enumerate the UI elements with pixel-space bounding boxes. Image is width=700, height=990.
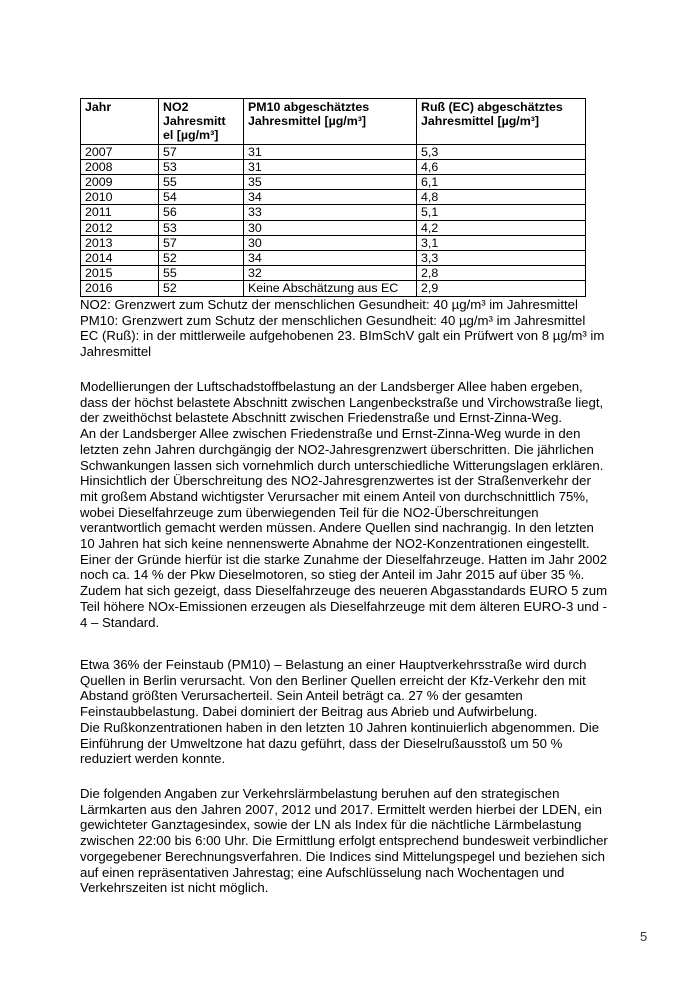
table-row <box>81 220 586 235</box>
paragraph-line: wobei Dieselfahrzeuge zum überwiegenden Teil für die NO2-Überschreitungen <box>80 504 539 520</box>
header-ec <box>417 99 586 145</box>
note-no2: NO2: Grenzwert zum Schutz der menschlichen Gesundheit: 40 µg/m³ im Jahresmittel <box>80 297 578 312</box>
table-cell: 3,3 <box>417 251 586 266</box>
paragraph-line: auf einen repräsentativen Jahrestag; eine Aufschlüsselung nach Wochentagen und <box>80 864 565 880</box>
table-cell: 33 <box>244 205 417 220</box>
paragraph-line: 4 – Standard. <box>80 614 160 630</box>
table-cell: 4,2 <box>417 220 586 235</box>
table-cell: 2014 <box>81 251 159 266</box>
paragraph-noise <box>80 786 640 896</box>
paragraph-line: Einführung der Umweltzone hat dazu geführt, dass der Dieselrußausstoß um 50 % <box>80 735 563 751</box>
note-ec: EC (Ruß): in der mittlerweile aufgehobenen 23. BImSchV galt ein Prüfwert von 8 µg/m³ im Jahresmittel <box>80 328 605 360</box>
table-cell: 2008 <box>81 159 159 174</box>
table-cell: 5,3 <box>417 144 586 159</box>
table-cell: 53 <box>159 159 244 174</box>
header-line: Jahresmitt <box>163 114 226 129</box>
table-row <box>81 235 586 250</box>
table-cell: 2012 <box>81 220 159 235</box>
header-line: Ruß (EC) abgeschätztes <box>421 100 563 114</box>
header-line: Jahr <box>85 100 112 114</box>
table-row <box>81 205 586 220</box>
page-number: 5 <box>640 929 648 944</box>
table-cell: 2016 <box>81 281 159 296</box>
table-cell: 53 <box>159 220 244 235</box>
table-cell: 55 <box>159 266 244 281</box>
paragraph-no2-modelling <box>80 379 640 630</box>
limit-notes <box>80 297 640 360</box>
table-cell: 30 <box>244 220 417 235</box>
table-row <box>81 144 586 159</box>
note-pm10: PM10: Grenzwert zum Schutz der menschlichen Gesundheit: 40 µg/m³ im Jahresmittel <box>80 312 586 328</box>
paragraph-line: Die Rußkonzentrationen haben in den letzten 10 Jahren kontinuierlich abgenommen. Die <box>80 719 600 735</box>
table-cell: 31 <box>244 144 417 159</box>
paragraph-line: noch ca. 14 % der Pkw Dieselmotoren, so stieg der Anteil im Jahr 2015 auf über 35 %. <box>80 567 585 583</box>
table-cell: Keine Abschätzung aus EC <box>244 281 417 296</box>
table-row <box>81 159 586 174</box>
table-cell: 2011 <box>81 205 159 220</box>
header-year <box>81 99 159 145</box>
paragraph-line: zwischen 22:00 bis 6:00 Uhr. Die Ermittlung erfolgt entsprechend bundesweit verbindlicher <box>80 833 608 849</box>
paragraph-line: Zudem hat sich gezeigt, dass Dieselfahrzeuge des neueren Abgasstandards EURO 5 zum <box>80 583 608 599</box>
table-row <box>81 266 586 281</box>
table-cell: 2010 <box>81 190 159 205</box>
table-cell: 52 <box>159 251 244 266</box>
paragraph-line: Modellierungen der Luftschadstoffbelastung an der Landsberger Allee haben ergeben, <box>80 379 583 394</box>
header-line: NO2 <box>163 100 189 114</box>
table-row <box>81 190 586 205</box>
paragraph-line: Hinsichtlich der Überschreitung des NO2-Jahresgrenzwertes ist der Straßenverkehr der <box>80 473 591 489</box>
table-cell: 5,1 <box>417 205 586 220</box>
table-cell: 6,1 <box>417 175 586 190</box>
paragraph-line: dass der höchst belastete Abschnitt zwischen Langenbeckstraße und Virchowstraße liegt, <box>80 394 604 410</box>
table-row <box>81 281 586 296</box>
table-cell: 52 <box>159 281 244 296</box>
paragraph-line: Die folgenden Angaben zur Verkehrslärmbelastung beruhen auf den strategischen <box>80 786 560 801</box>
table-cell: 2,9 <box>417 281 586 296</box>
paragraph-line: gewichteter Ganztagesindex, sowie der LN als Index für die nächtliche Lärmbelastung <box>80 817 582 833</box>
paragraph-line: Quellen in Berlin verursacht. Von den Berliner Quellen erreicht der Kfz-Verkehr den mit <box>80 672 586 688</box>
table-cell: 2007 <box>81 144 159 159</box>
emissions-table-container <box>80 98 585 297</box>
table-cell: 54 <box>159 190 244 205</box>
paragraph-line: mit großem Abstand wichtigster Verursacher mit einem Anteil von durchschnittlich 75%, <box>80 488 589 504</box>
header-line: PM10 abgeschätztes <box>248 100 370 114</box>
header-line: el [µg/m³] <box>163 128 219 143</box>
table-cell: 30 <box>244 235 417 250</box>
table-cell: 34 <box>244 251 417 266</box>
paragraph-line: Verkehrszeiten ist nicht möglich. <box>80 880 269 896</box>
table-cell: 57 <box>159 235 244 250</box>
paragraph-line: Etwa 36% der Feinstaub (PM10) – Belastung an einer Hauptverkehrsstraße wird durch <box>80 657 587 672</box>
table-body <box>81 144 586 296</box>
paragraph-line: Teil höhere NOx-Emissionen erzeugen als Dieselfahrzeuge mit dem älteren EURO-3 und - <box>80 598 608 614</box>
table-cell: 2015 <box>81 266 159 281</box>
table-cell: 3,1 <box>417 235 586 250</box>
table-cell: 2013 <box>81 235 159 250</box>
paragraph-line: 10 Jahren hat sich keine nennenswerte Abnahme der NO2-Konzentrationen eingestellt. <box>80 536 590 552</box>
paragraph-line: letzten zehn Jahren durchgängig der NO2-Jahresgrenzwert überschritten. Die jährlichen <box>80 441 594 457</box>
table-cell: 31 <box>244 159 417 174</box>
header-line: Jahresmittel [µg/m³] <box>421 114 539 129</box>
paragraph-line: An der Landsberger Allee zwischen Friedenstraße und Ernst-Zinna-Weg wurde in den <box>80 426 581 442</box>
table-cell: 34 <box>244 190 417 205</box>
paragraph-line: verantwortlich gemacht werden müssen. Andere Quellen sind nachrangig. In den letzten <box>80 520 594 536</box>
table-header-row <box>81 99 586 145</box>
table-cell: 2009 <box>81 175 159 190</box>
emissions-table <box>80 98 586 297</box>
table-cell: 55 <box>159 175 244 190</box>
paragraph-line: Einer der Gründe hierfür ist die starke Zunahme der Dieselfahrzeuge. Hatten im Jahr 2002 <box>80 551 608 567</box>
paragraph-line: reduziert werden konnte. <box>80 751 226 767</box>
table-cell: 32 <box>244 266 417 281</box>
paragraph-line: Abstand größten Verursacherteil. Sein Anteil beträgt ca. 27 % der gesamten <box>80 688 523 704</box>
header-line: Jahresmittel [µg/m³] <box>248 114 366 129</box>
table-cell: 56 <box>159 205 244 220</box>
table-row <box>81 251 586 266</box>
table-cell: 4,8 <box>417 190 586 205</box>
table-row <box>81 175 586 190</box>
table-cell: 57 <box>159 144 244 159</box>
paragraph-line: vorgegebener Berechnungsverfahren. Die Indices sind Mittelungspegel und beziehen sich <box>80 848 605 864</box>
header-no2 <box>159 99 244 145</box>
header-pm10 <box>244 99 417 145</box>
table-cell: 35 <box>244 175 417 190</box>
paragraph-pm10 <box>80 657 640 767</box>
paragraph-line: Feinstaubbelastung. Dabei dominiert der Beitrag aus Abrieb und Aufwirbelung. <box>80 704 538 720</box>
paragraph-line: Schwankungen lassen sich vornehmlich durch unterschiedliche Witterungslagen erklären. <box>80 457 604 473</box>
table-cell: 2,8 <box>417 266 586 281</box>
paragraph-line: der zweithöchst belastete Abschnitt zwischen Friedenstraße und Ernst-Zinna-Weg. <box>80 410 563 426</box>
paragraph-line: Lärmkarten aus den Jahren 2007, 2012 und 2017. Ermittelt werden hierbei der LDEN, ein <box>80 801 602 817</box>
table-cell: 4,6 <box>417 159 586 174</box>
